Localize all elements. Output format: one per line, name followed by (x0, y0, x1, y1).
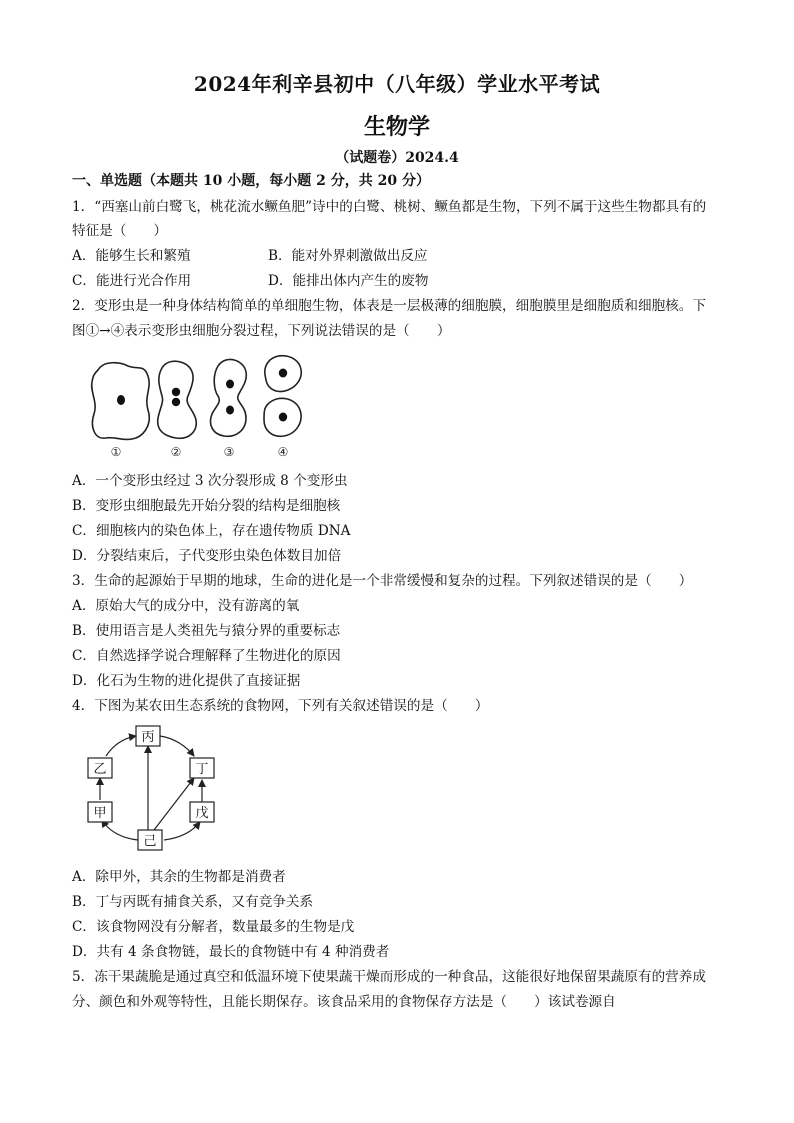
q1-option-d: D．能排出体内产生的废物 (268, 273, 429, 289)
figure-label-2: ② (170, 445, 182, 459)
q4-option-c: C．该食物网没有分解者，数量最多的生物是戊 (72, 919, 355, 935)
food-web-figure (80, 722, 228, 854)
q2-option-a: A．一个变形虫经过 3 次分裂形成 8 个变形虫 (72, 473, 348, 489)
q1-option-c: C．能进行光合作用 (72, 273, 192, 289)
exam-subtitle: （试题卷）2024.4 (335, 150, 459, 166)
q1-option-row1 (72, 247, 428, 265)
figure-label-4: ④ (277, 445, 289, 459)
section-heading: 一、单选题（本题共 10 小题，每小题 2 分，共 20 分） (72, 173, 430, 189)
q2-stem-line1: 2．变形虫是一种身体结构简单的单细胞生物，体表是一层极薄的细胞膜，细胞膜里是细胞质和细胞核。下 (72, 298, 706, 314)
q1-option-a: A．能够生长和繁殖 (72, 248, 191, 264)
node-ding-label: 丁 (195, 762, 209, 777)
arrow-yi-bing (106, 736, 136, 756)
q4-option-a: A．除甲外，其余的生物都是消费者 (72, 869, 286, 885)
nucleus (279, 413, 287, 422)
q4-option-d: D．共有 4 条食物链，最长的食物链中有 4 种消费者 (72, 944, 390, 960)
arrow-bing-ding (160, 736, 194, 756)
amoeba-division-figure (84, 352, 324, 460)
q5-stem-line2: 分、颜色和外观等特性，且能长期保存。该食品采用的食物保存方法是（ ）该试卷源自 (72, 994, 616, 1010)
q1-option-row2 (72, 272, 429, 290)
arrow-ji-ding (154, 778, 194, 830)
q4-stem: 4．下图为某农田生态系统的食物网，下列有关叙述错误的是（ ） (72, 698, 489, 714)
nucleus (226, 406, 234, 415)
q2-option-b: B．变形虫细胞最先开始分裂的结构是细胞核 (72, 498, 341, 514)
q1-stem-line2: 特征是（ ） (72, 223, 168, 239)
nucleus (172, 388, 180, 396)
nucleus (172, 398, 180, 406)
q2-option-d: D．分裂结束后，子代变形虫染色体数目加倍 (72, 548, 342, 564)
node-ji-label: 己 (143, 834, 157, 849)
q2-stem-line2: 图①→④表示变形虫细胞分裂过程，下列说法错误的是（ ） (72, 323, 451, 339)
q3-option-d: D．化石为生物的进化提供了直接证据 (72, 673, 301, 689)
node-bing-label: 丙 (141, 730, 155, 745)
node-jia-label: 甲 (93, 806, 107, 821)
node-yi-label: 乙 (93, 762, 107, 777)
q3-option-b: B．使用语言是人类祖先与猿分界的重要标志 (72, 623, 341, 639)
arrow-ji-jia (102, 820, 138, 840)
nucleus (279, 369, 287, 378)
node-wu-label: 戊 (195, 806, 209, 821)
q4-option-b: B．丁与丙既有捕食关系，又有竞争关系 (72, 894, 314, 910)
q1-stem-line1: 1．“西塞山前白鹭飞，桃花流水鳜鱼肥”诗中的白鹭、桃树、鳜鱼都是生物，下列不属于这些生物都具有的 (72, 199, 707, 215)
figure-label-3: ③ (223, 445, 235, 459)
exam-title: 2024年利辛县初中（八年级）学业水平考试 (193, 72, 601, 96)
q5-stem-line1: 5．冻干果蔬脆是通过真空和低温环境下使果蔬干燥而形成的一种食品，这能很好地保留果蔬原有的营养成 (72, 969, 706, 985)
arrow-ji-wu (164, 822, 200, 840)
nucleus (226, 380, 234, 389)
q3-option-a: A．原始大气的成分中，没有游离的氧 (72, 598, 300, 614)
q3-stem: 3．生命的起源始于早期的地球，生命的进化是一个非常缓慢和复杂的过程。下列叙述错误的是（ ） (72, 573, 693, 589)
subject-title: 生物学 (363, 114, 430, 140)
q1-option-b: B．能对外界刺激做出反应 (268, 248, 428, 264)
amoeba-cell-3 (211, 359, 247, 436)
q3-option-c: C．自然选择学说合理解释了生物进化的原因 (72, 648, 341, 664)
figure-label-1: ① (110, 445, 122, 459)
nucleus (117, 395, 125, 405)
q2-option-c: C．细胞核内的染色体上，存在遗传物质 DNA (72, 523, 351, 539)
